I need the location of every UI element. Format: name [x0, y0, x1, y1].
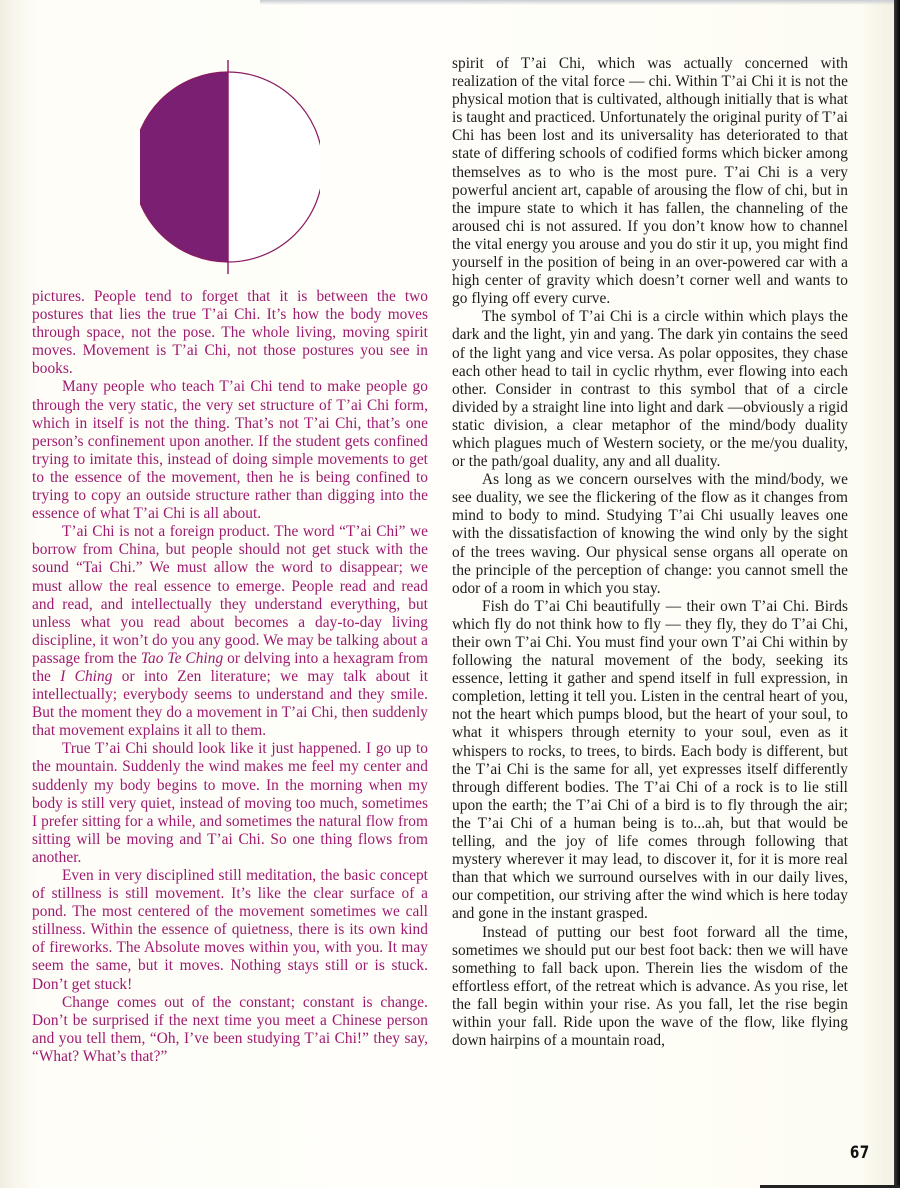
paragraph-text: pictures. People tend to forget that it is between the two postures that lies the true T’ai Chi. It’s how the body moves through space, not the pose. The whole living, moving spirit moves. Movement is T’ai Chi, not those postures you see in books.	[32, 288, 428, 378]
paragraph	[32, 288, 428, 378]
paragraph	[452, 471, 848, 598]
paragraph-text: Many people who teach T’ai Chi tend to make people go through the very static, the very set structure of T’ai Chi form, which in itself is not the thing. That’s not T’ai Chi, that’s one person’s confinement upon another. If the student gets confined trying to imitate this, instead of doing simple movements to get to the essence of the movement, then he is being confined to trying to copy an outside structure rather than digging into the essence of what T’ai Chi is all about.	[32, 378, 428, 523]
page-number: 67	[850, 1143, 870, 1163]
paragraph-text: The symbol of T’ai Chi is a circle within which plays the dark and the light, yin and yang. The dark yin contains the seed of the light yang and vice versa. As polar opposites, they chase each other head to tail in cyclic rhythm, ever flowing into each other. Consider in contrast to this symbol that of a circle divided by a straight line into light and dark —obviously a rigid static division, a clear metaphor of the mind/body duality which plagues much of Western society, or the me/you duality, or the path/goal duality, any and all duality.	[452, 308, 848, 471]
paragraph-text: or delving into a hexagram from the	[32, 649, 429, 685]
paragraph-text: As long as we concern ourselves with the mind/body, we see duality, we see the flickering of the flow as it changes from mind to body to mind. Studying T’ai Chi usually leaves one with the dissatisfaction of knowing the wind only by the sight of the trees waving. Our physical sense organs all operate on the principle of the perception of change: you cannot smell the odor of a room in which you stay.	[452, 471, 848, 597]
paragraph	[32, 867, 428, 994]
paragraph	[452, 924, 848, 1051]
right-text-column	[452, 55, 848, 1050]
paragraph-text: True T’ai Chi should look like it just happened. I go up to the mountain. Suddenly the wind makes me feel my center and suddenly my body begins to move. In the morning when my body is still very quiet, instead of moving too much, sometimes I prefer sitting for a while, and sometimes the natural flow from sitting will be moving and T’ai Chi. So one thing flows from another.	[32, 740, 428, 866]
paragraph-text: Fish do T’ai Chi beautifully — their own T’ai Chi. Birds which fly do not think how to fly — they fly, they do T’ai Chi, their own T’ai Chi. You must find your own T’ai Chi within by following the natural movement of the body, seeking its essence, letting it gather and spend itself in full expression, in completion, letting it tell you. Listen in the central heart of you, not the heart which pumps blood, but the heart of your soul, to what it whispers through eternity to your soul, even as it whispers to rocks, to trees, to birds. Each body is different, but the T’ai Chi is the same for all, yet expresses itself differently through different bodies. The T’ai Chi of a rock is to lie still upon the earth; the T’ai Chi of a bird is to fly through the air; the T’ai Chi of a human being is to...ah, but that would be telling, and the joy of life comes through following that mystery wherever it may lead, to discover it, for it is more real than that which we surround ourselves with in our daily lives, our competition, our striving after the wind which is here today and gone in the instant grasped.	[452, 597, 848, 923]
left-text-column	[32, 288, 428, 1066]
scan-top-shadow	[260, 0, 900, 5]
paragraph-text: T’ai Chi is not a foreign product. The word “T’ai Chi” we borrow from China, but people should not get stuck with the sound “Tai Chi.” We must allow the word to disappear; we must allow the real essence to emerge. People read and read and read, and intellectually they understand everything, but unless what you read about becomes a day-to-day living discipline, it won’t do you any good. We may be talking about a passage from the	[32, 523, 428, 667]
paragraph	[452, 308, 848, 471]
light-half	[228, 72, 320, 262]
paragraph	[32, 994, 428, 1066]
book-title-italic: Tao Te Ching	[140, 649, 224, 667]
dark-half	[140, 72, 228, 262]
paragraph	[452, 55, 848, 308]
book-title-italic: I Ching	[60, 667, 113, 685]
page-right-edge	[894, 0, 900, 1188]
paragraph-text: or into Zen literature; we may talk about it intellectually; everybody seems to understand and they smile. But the moment they do a movement in T’ai Chi, then suddenly that movement explains it all to them.	[32, 667, 429, 740]
paragraph-text: Change comes out of the constant; constant is change. Don’t be surprised if the next time you meet a Chinese person and you tell them, “Oh, I’ve been studying T’ai Chi!” they say, “What? What’s that?”	[32, 993, 428, 1065]
divided-circle-figure	[140, 56, 320, 274]
divided-circle-svg	[140, 56, 320, 274]
paragraph	[32, 523, 428, 740]
paragraph	[32, 740, 428, 867]
paragraph	[32, 378, 428, 523]
paragraph	[452, 598, 848, 924]
paragraph-text: Instead of putting our best foot forward all the time, sometimes we should put our best foot back: then we will have something to fall back upon. Therein lies the wisdom of the effortless effort, of the retreat which is advance. As you rise, let the fall begin within your rise. As you fall, let the rise begin within your fall. Ride upon the wave of the flow, like flying down hairpins of a mountain road,	[452, 923, 848, 1050]
paragraph-text: Even in very disciplined still meditation, the basic concept of stillness is still movement. It’s like the clear surface of a pond. The most centered of the movement sometimes we call stillness. Within the essence of quietness, there is its own kind of fireworks. The Absolute moves within you, with you. It may seem the same, but it moves. Nothing stays still or is stuck. Don’t get stuck!	[32, 867, 428, 993]
paragraph-text: spirit of T’ai Chi, which was actually concerned with realization of the vital force — chi. Within T’ai Chi it is not the physical motion that is cultivated, although initially that is what is taught and practiced. Unfortunately the original purity of T’ai Chi has been lost and its universality has deteriorated to that state of differing schools of codified forms which bicker among themselves as to who is the most pure. T’ai Chi is a very powerful ancient art, capable of arousing the flow of chi, but in the impure state to which it has fallen, the channeling of the aroused chi is not assured. If you don’t know how to channel the vital energy you arouse and you do stir it up, you might find yourself in the position of being in an over-powered car with a high center of gravity which doesn’t corner well and wants to go flying off every curve.	[452, 55, 848, 308]
